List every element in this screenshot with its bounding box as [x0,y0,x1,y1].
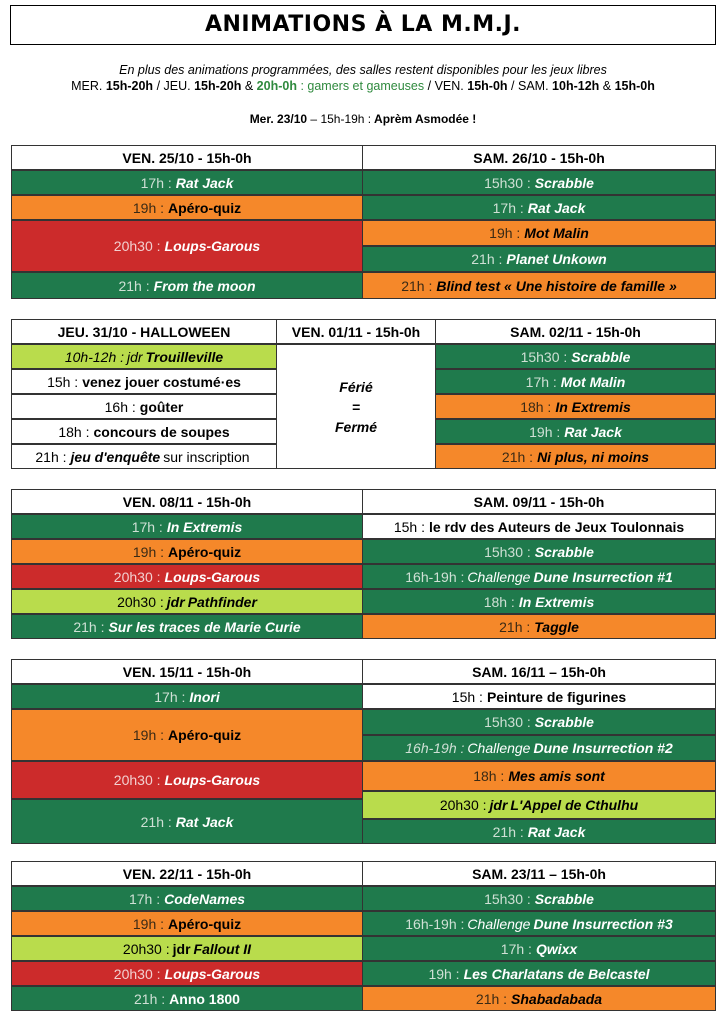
activity-row [362,819,716,844]
activity-name: jeu d'enquête [70,448,161,465]
activity-time: 21h : [401,277,433,294]
activity-time: 16h-19h : [405,568,465,585]
activity-row [362,684,716,709]
activity-time: 21h : [73,618,105,635]
activity-time: 17h : [525,373,557,390]
activity-name: Rat Jack [527,823,586,840]
special-time: 15h-19h : [320,112,372,126]
activity-time: 20h30 : [113,568,161,585]
activity-row [362,220,716,246]
activity-name: In Extremis [518,593,595,610]
activity-time: 19h : [529,423,561,440]
activity-row [362,791,716,819]
activity-name: From the moon [153,277,256,294]
activity-row [11,936,363,961]
activity-time: 16h : [104,398,136,415]
hours: 10h-12h [552,79,600,93]
activity-prefix: jdr [172,940,191,957]
activity-row [362,272,716,299]
activity-name: Taggle [534,618,579,635]
activity-name: Scrabble [534,714,594,730]
activity-row [11,911,363,936]
activity-time: 20h30 : [439,797,487,813]
activity-name: Planet Unkown [506,251,607,267]
activity-name: CodeNames [164,890,246,907]
activity-time: 16h-19h : [405,915,465,932]
activity-row [11,419,277,444]
activity-name: Dune Insurrection #2 [533,740,673,756]
activity-time: 21h : [475,990,508,1007]
activity-time: 17h : [492,199,524,216]
activity-row [435,344,716,369]
activity-time: 21h : [35,448,67,465]
activity-time: 17h : [140,174,172,191]
activity-row [11,886,363,911]
activity-name: Sur les traces de Marie Curie [108,618,301,635]
activity-name: Mes amis sont [508,768,605,784]
activity-name: Apéro-quiz [168,199,242,216]
day-header: VEN. 25/10 - 15h-0h [11,145,363,170]
activity-time: 17h : [154,688,186,705]
activity-name: Peinture de figurines [486,688,627,705]
activity-name: Scrabble [534,174,594,191]
intro-free-rooms: En plus des animations programmées, des salles restent disponibles pour les jeux libres [119,63,607,77]
closed-line: Férié [339,378,373,395]
activity-name: In Extremis [166,518,243,535]
activity-time: 21h : [471,251,503,267]
day-header: JEU. 31/10 - HALLOWEEN [11,319,277,344]
activity-row [11,170,363,195]
activity-time: 21h : [501,448,534,465]
activity-time: 17h : [128,890,161,907]
activity-name: Rat Jack [175,813,234,830]
separator: / [511,79,515,93]
separator: / [427,79,432,93]
activity-name: Anno 1800 [169,990,240,1007]
activity-row [11,761,363,799]
activity-row [11,986,363,1011]
activity-name: Apéro-quiz [168,543,242,560]
activity-row [11,564,363,589]
hours: 15h-0h [467,79,508,93]
activity-time: 20h30 : [113,772,161,788]
activity-time: 17h : [131,518,163,535]
hours: 15h-20h [105,79,154,93]
activity-row [11,394,277,419]
activity-name: goûter [139,398,184,415]
closed-line: Fermé [334,418,378,435]
activity-name: Fallout II [193,940,252,957]
activity-time: 15h : [451,688,483,705]
activity-time: 16h-19h : [405,740,465,756]
activity-row [11,614,363,639]
activity-note: sur inscription [163,448,250,465]
day-header: SAM. 09/11 - 15h-0h [362,489,716,514]
activity-prefix: Challenge [467,915,531,932]
day-label: MER. [71,79,103,93]
activity-time: 18h : [58,423,90,440]
activity-row [435,419,716,444]
activity-row [362,564,716,589]
activity-row [11,684,363,709]
page-title: ANIMATIONS À LA M.M.J. [10,5,716,45]
activity-time: 15h : [47,373,79,390]
activity-name: concours de soupes [93,423,230,440]
activity-row [11,195,363,220]
activity-time: 15h30 : [484,714,531,730]
activity-time: 20h30 : [122,940,170,957]
activity-row [11,220,363,272]
day-label: JEU. [163,79,191,93]
activity-name: Rat Jack [564,423,622,440]
activity-time: 15h : [393,518,425,535]
activity-name: Les Charlatans de Belcastel [463,965,650,982]
activity-time: 21h : [118,277,150,294]
activity-name: Rat Jack [175,174,234,191]
activity-time: 20h30 : [113,965,161,982]
activity-prefix: Challenge [467,740,531,756]
activity-row [362,735,716,761]
activity-time: 21h : [134,990,166,1007]
activity-row [11,589,363,614]
day-header: SAM. 23/11 – 15h-0h [362,861,716,886]
activity-row [362,614,716,639]
activity-time: 15h30 : [520,348,568,365]
activity-row [362,886,716,911]
activity-name: Rat Jack [527,199,586,216]
activity-row [362,961,716,986]
activity-name: Apéro-quiz [168,727,242,743]
activity-row [362,761,716,791]
activity-name: Loups-Garous [164,568,261,585]
day-header: VEN. 22/11 - 15h-0h [11,861,363,886]
hours: 15h-0h [614,79,655,93]
activity-time: 15h30 : [484,543,531,560]
activity-row [11,799,363,844]
activity-name: Inori [189,688,220,705]
activity-row [362,936,716,961]
closed-line: = [351,398,361,415]
activity-name: Blind test « Une histoire de famille » [436,277,677,294]
activity-prefix: Challenge [467,568,531,585]
activity-time: 20h30 : [117,593,164,610]
activity-row [362,539,716,564]
day-header: VEN. 01/11 - 15h-0h [276,319,436,344]
activity-row [362,195,716,220]
separator: / [156,79,161,93]
special-name: Aprèm Asmodée ! [374,112,477,126]
activity-time: 19h : [132,199,165,216]
activity-name: Apéro-quiz [168,915,242,932]
activity-time: 21h : [492,823,524,840]
activity-name: Scrabble [571,348,631,365]
day-label: SAM. [518,79,549,93]
activity-time: 15h30 : [484,174,531,191]
activity-time: 19h : [489,225,521,241]
day-header: VEN. 15/11 - 15h-0h [11,659,363,684]
activity-row [362,911,716,936]
activity-time: 18h : [483,593,515,610]
activity-name: Pathfinder [187,593,257,610]
day-label: VEN. [434,79,464,93]
separator: – [310,112,318,126]
activity-name: Loups-Garous [164,238,261,254]
activity-name: Scrabble [534,890,594,907]
special-day: Mer. 23/10 [249,112,308,126]
hours-gamers: 20h-0h [256,79,297,93]
activity-time: 19h : [132,727,165,743]
activity-name: Shabadabada [511,990,603,1007]
activity-time: 18h : [520,398,552,415]
activity-name: Ni plus, ni moins [537,448,650,465]
activity-time: 20h30 : [113,238,161,254]
activity-name: Loups-Garous [164,965,261,982]
activity-name: In Extremis [555,398,631,415]
activity-row [11,369,277,394]
activity-name: Scrabble [534,543,594,560]
hours: 15h-20h [194,79,242,93]
activity-prefix: jdr [127,348,143,365]
day-header: SAM. 26/10 - 15h-0h [362,145,716,170]
activity-time: 15h30 : [484,890,531,907]
activity-row [11,344,277,369]
activity-row [435,369,716,394]
activity-prefix: jdr [489,797,508,813]
activity-name: Dune Insurrection #3 [533,915,673,932]
activity-prefix: jdr [166,593,185,610]
activity-name: Loups-Garous [164,772,261,788]
special-event [10,111,716,127]
activity-row [362,246,716,272]
activity-time: 19h : [132,543,165,560]
closed-notice [276,344,436,469]
activity-row [11,961,363,986]
activity-name: venez jouer costumé·es [82,373,241,390]
activity-time: 17h : [500,940,532,957]
separator: & [244,79,254,93]
activity-row [362,709,716,735]
activity-row [11,272,363,299]
separator: & [602,79,612,93]
activity-row [435,394,716,419]
activity-time: 21h : [140,813,172,830]
activity-time: 21h : [499,618,531,635]
activity-row [11,444,277,469]
activity-row [362,514,716,539]
activity-time: 10h-12h : [64,348,125,365]
activity-row [362,986,716,1011]
activity-row [362,170,716,195]
activity-name: Qwixx [535,940,578,957]
activity-time: 19h : [132,915,165,932]
gamers-note: : gamers et gameuses [300,79,425,93]
activity-name: Mot Malin [560,373,626,390]
day-header: SAM. 16/11 – 15h-0h [362,659,716,684]
activity-name: le rdv des Auteurs de Jeux Toulonnais [428,518,685,535]
day-header: VEN. 08/11 - 15h-0h [11,489,363,514]
activity-name: Dune Insurrection #1 [533,568,673,585]
activity-row [11,539,363,564]
activity-name: Mot Malin [524,225,589,241]
day-header: SAM. 02/11 - 15h-0h [435,319,716,344]
activity-time: 19h : [428,965,460,982]
activity-row [11,514,363,539]
activity-row [11,709,363,761]
intro-opening-hours [10,78,716,94]
activity-row [362,589,716,614]
activity-name: Trouilleville [145,348,224,365]
activity-row [435,444,716,469]
activity-time: 18h : [473,768,505,784]
activity-name: L'Appel de Cthulhu [510,797,639,813]
